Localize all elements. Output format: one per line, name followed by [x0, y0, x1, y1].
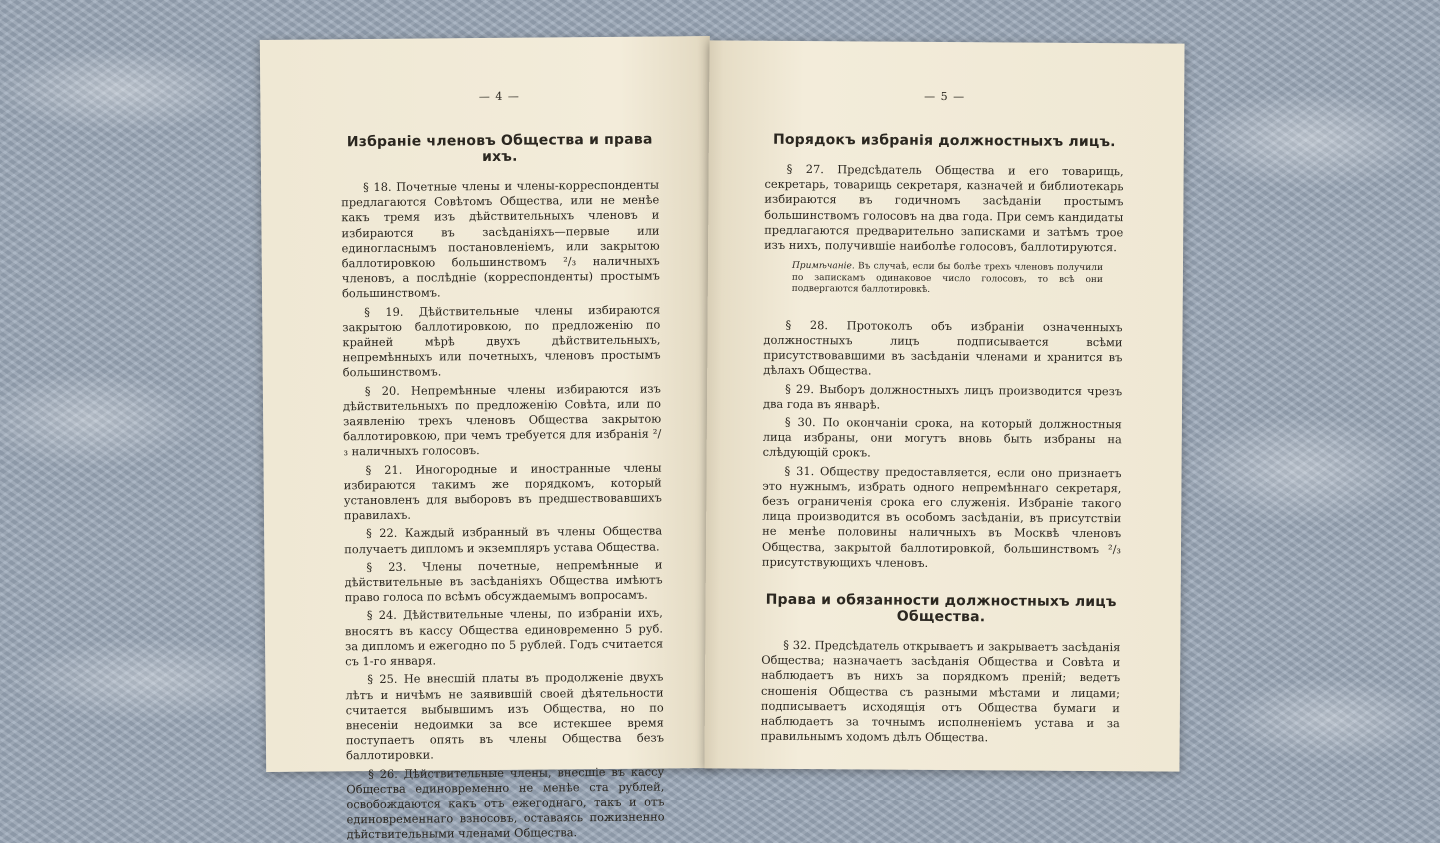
paragraph: § 21. Иногородные и иностранные члены избираются такимъ же порядкомъ, который установленъ для выборовъ въ предшествовавшихъ правилахъ.: [343, 460, 662, 523]
section-title: Избраніе членовъ Общества и права ихъ.: [346, 131, 653, 166]
footnote: [792, 261, 1103, 298]
paragraph-list: [341, 177, 665, 842]
paragraph: § 32. Предсѣдатель открываетъ и закрываетъ засѣданія Общества; назначаетъ засѣданія Общества и Совѣта и наблюдаетъ въ нихъ за порядкомъ преній; ведетъ сношенія Общества съ разными мѣстами и лицами; подписываетъ исходящія отъ Общества бумаги и наблюдаетъ за точнымъ исполненіемъ устава и за правильнымъ ходомъ дѣлъ Общества.: [760, 637, 1121, 745]
footnote-label: Примѣчаніе.: [791, 261, 855, 272]
left-page: [260, 36, 716, 842]
paragraph: § 28. Протоколъ объ избраніи означенныхъ должностныхъ лицъ подписывается всѣми присутствовавшими въ засѣданіи членами и хранится въ дѣлахъ Общества.: [763, 317, 1123, 378]
page-number: — 5 —: [924, 89, 966, 104]
section-title: Порядокъ избранія должностныхъ лицъ.: [772, 131, 1116, 151]
section-title-2: Права и обязанности должностныхъ лицъ Общества.: [765, 591, 1117, 626]
paragraph: § 29. Выборъ должностныхъ лицъ производится чрезъ два года въ январѣ.: [762, 381, 1123, 412]
footnote-text: Въ случаѣ, если бы болѣе трехъ членовъ получили по запискамъ одинаковое число голосовъ, то всѣ они подвергаются баллотировкѣ.: [791, 261, 1103, 296]
paragraph: § 18. Почетные члены и члены-корреспонденты предлагаются Совѣтомъ Общества, или не менѣе какъ тремя изъ дѣйствительныхъ членовъ и избираются въ засѣданіяхъ—первые или единогласнымъ постановленіемъ, или закрытою баллотировкою большинствомъ ²/₃ наличныхъ членовъ, а послѣдніе (корреспонденты) простымъ большинствомъ.: [341, 177, 660, 301]
paragraph: § 27. Предсѣдатель Общества и его товарищь, секретарь, товарищь секретаря, казначей и библиотекарь избираются въ годичномъ засѣданіи простымъ большинствомъ голосовъ на два года. При семъ кандидаты предлагаются предварительно записками и затѣмъ трое изъ нихъ, получившіе наиболѣе голосовъ, баллотируются.: [764, 161, 1124, 255]
paragraph: § 23. Члены почетные, непремѣнные и дѣйствительные въ засѣданіяхъ Общества имѣютъ право голоса по всѣмъ обсуждаемымъ вопросамъ.: [344, 557, 663, 605]
paragraph: § 24. Дѣйствительные члены, по избраніи ихъ, вносятъ въ кассу Общества единовременно 5 руб. за дипломъ и ежегодно по 5 рублей. Годъ считается съ 1-го января.: [344, 605, 664, 669]
paragraph: § 20. Непремѣнные члены избираются изъ дѣйствительныхъ по предложенію Совѣта, или по заявленію трехъ членовъ Общества закрытою баллотировкою, при чемъ требуется для избранія ²/₃ наличныхъ голосовъ.: [342, 381, 662, 459]
paragraph: § 22. Каждый избранный въ члены Общества получаетъ дипломъ и экземпляръ устава Общества.: [344, 523, 663, 556]
paragraph: § 25. Не внесшій платы въ продолженіе двухъ лѣтъ и ничѣмъ не заявившій своей дѣятельности считается выбывшимъ изъ Общества, но по внесеніи недоимки за все истекшее время поступаетъ опять въ члены Общества безъ баллотировки.: [345, 669, 664, 763]
paragraph: § 30. По окончаніи срока, на который должностныя лица избраны, они могутъ вновь быть избраны на слѣдующій срокъ.: [762, 414, 1122, 460]
right-page: [704, 40, 1184, 771]
page-number: — 4 —: [478, 89, 520, 104]
paragraph: § 26. Дѣйствительные члены, внесшіе въ кассу Общества единовременно не менѣе ста рублей, освобождаются какъ отъ ежегоднаго, такъ и отъ единовременнаго взносовъ, оставаясь пожизненно дѣйствительными членами Общества.: [346, 763, 665, 842]
paragraph: § 31. Обществу предоставляется, если оно признаетъ это нужнымъ, избрать одного непремѣннаго секретаря, безъ ограниченія срока его служенія. Избраніе такого лица производится въ особомъ засѣданіи, въ присутствіи не менѣе половины наличныхъ въ Москвѣ членовъ Общества, закрытой баллотировкой, большинствомъ ²/₃ присутствующихъ членовъ.: [761, 463, 1122, 570]
paragraph: § 19. Дѣйствительные члены избираются закрытою баллотировкою, по предложенію по крайней мѣрѣ двухъ дѣйствительныхъ, непремѣнныхъ или почетныхъ, членовъ простымъ большинствомъ.: [342, 302, 661, 380]
